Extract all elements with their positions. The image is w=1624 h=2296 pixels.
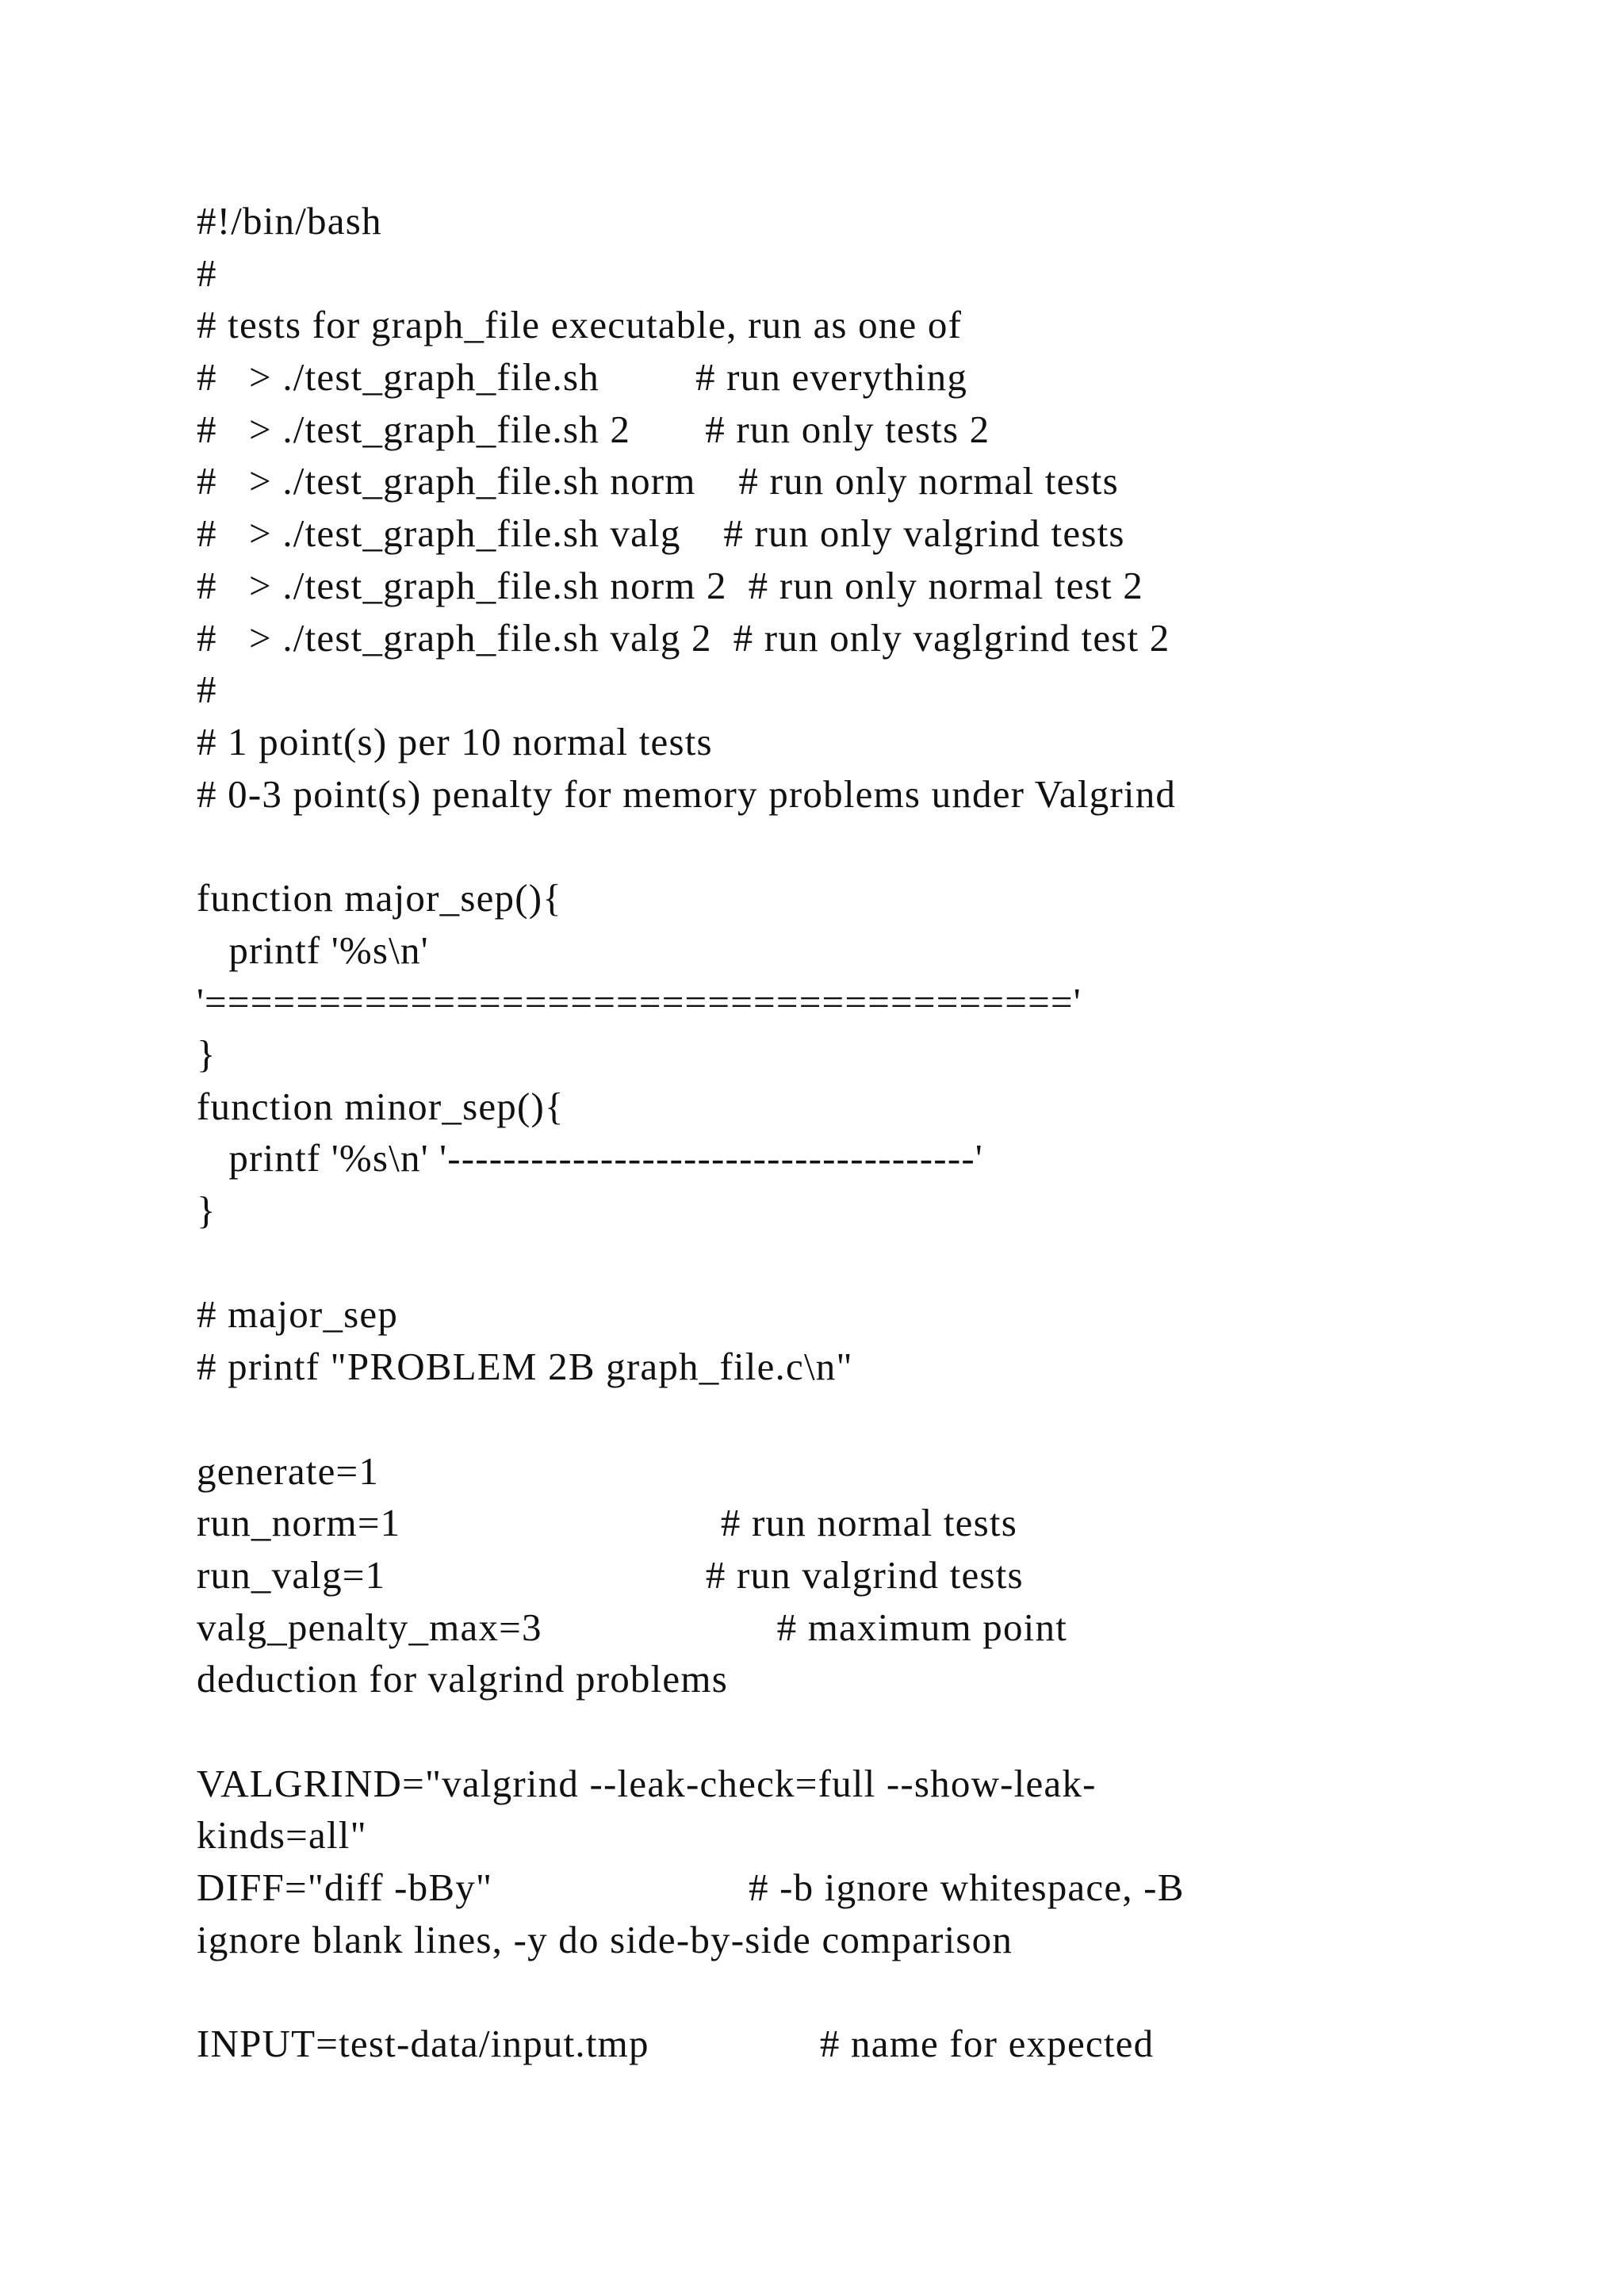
code-line: run_valg=1 # run valgrind tests	[197, 1552, 1024, 1597]
code-line: # > ./test_graph_file.sh 2 # run only tests 2	[197, 407, 990, 451]
blank-line	[197, 820, 1545, 872]
code-line: }	[197, 1188, 216, 1233]
code-line: '======================================'	[197, 980, 1082, 1024]
code-line: # major_sep	[197, 1292, 399, 1337]
code-line: # 0-3 point(s) penalty for memory problems under Valgrind	[197, 771, 1177, 816]
code-line: # > ./test_graph_file.sh # run everything	[197, 355, 968, 400]
code-line: #	[197, 251, 217, 295]
blank-line	[197, 1393, 1545, 1445]
code-line: ignore blank lines, -y do side-by-side comparison	[197, 1917, 1013, 1961]
code-line: #	[197, 668, 217, 712]
code-line: # printf "PROBLEM 2B graph_file.c\n"	[197, 1345, 853, 1389]
code-line: run_norm=1 # run normal tests	[197, 1501, 1017, 1545]
code-line: # > ./test_graph_file.sh norm 2 # run only normal test 2	[197, 563, 1143, 607]
code-line: # > ./test_graph_file.sh valg 2 # run only vaglgrind test 2	[197, 615, 1170, 660]
code-line: deduction for valgrind problems	[197, 1657, 728, 1701]
blank-line	[197, 1237, 1545, 1289]
code-line: #!/bin/bash	[197, 199, 382, 243]
code-line: }	[197, 1032, 216, 1076]
blank-line	[197, 1705, 1545, 1758]
code-line: # > ./test_graph_file.sh norm # run only normal tests	[197, 459, 1119, 503]
code-line: VALGRIND="valgrind --leak-check=full --show-leak-	[197, 1761, 1097, 1805]
blank-line	[197, 1965, 1545, 2018]
code-line: function minor_sep(){	[197, 1084, 565, 1128]
code-line: # > ./test_graph_file.sh valg # run only valgrind tests	[197, 511, 1125, 556]
code-line: # 1 point(s) per 10 normal tests	[197, 719, 713, 763]
code-line: valg_penalty_max=3 # maximum point	[197, 1605, 1068, 1649]
code-line: printf '%s\n'	[197, 928, 429, 972]
code-line: INPUT=test-data/input.tmp # name for expected	[197, 2022, 1155, 2066]
code-line: kinds=all"	[197, 1813, 367, 1858]
code-line: # tests for graph_file executable, run as one of	[197, 303, 963, 347]
code-line: function major_sep(){	[197, 875, 563, 920]
code-line: printf '%s\n' '--------------------------------------'	[197, 1136, 983, 1181]
code-line: generate=1	[197, 1448, 380, 1493]
script-text	[197, 195, 1545, 2070]
code-line: DIFF="diff -bBy" # -b ignore whitespace, -B	[197, 1866, 1185, 1909]
